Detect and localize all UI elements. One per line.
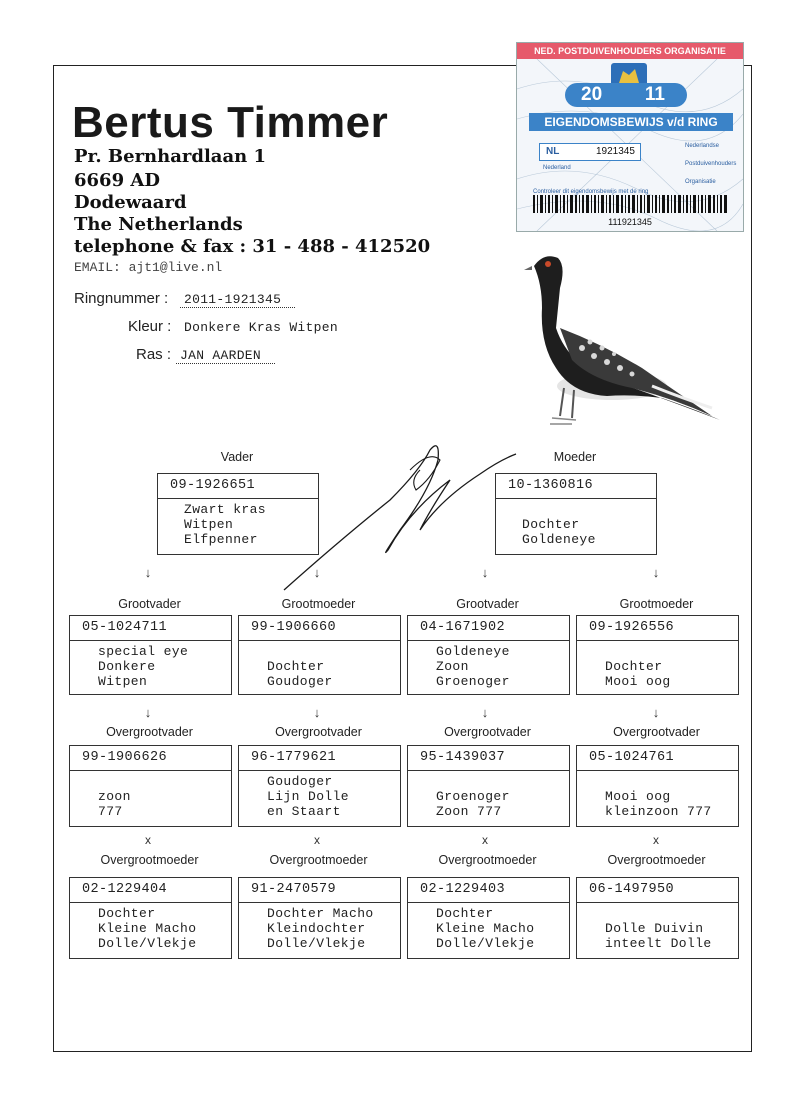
great-grandmother-ring: 02-1229403 <box>408 878 569 903</box>
mother-description: Dochter Goldeneye <box>522 517 596 547</box>
breed-label: Ras : <box>136 346 172 363</box>
great-grandmother-description: Dochter Kleine Macho Dolle/Vlekje <box>436 906 535 951</box>
arrow-down-icon: ↓ <box>481 705 489 720</box>
arrow-down-icon: ↓ <box>652 565 660 580</box>
great-grandfather-box <box>576 745 739 827</box>
father-box <box>157 473 319 555</box>
grandparent-label: Grootvader <box>456 597 519 611</box>
grandparent-description: Dochter Mooi oog <box>605 659 671 689</box>
mother-ring: 10-1360816 <box>496 474 656 499</box>
grandparent-ring: 05-1024711 <box>70 616 231 641</box>
color-label: Kleur : <box>128 318 172 335</box>
cross-marker: x <box>314 833 320 847</box>
great-grandfather-ring: 96-1779621 <box>239 746 400 771</box>
great-grandmother-label: Overgrootmoeder <box>100 853 199 867</box>
grandparent-description: special eye Donkere Witpen <box>98 644 189 689</box>
address-street: Pr. Bernhardlaan 1 <box>74 146 266 167</box>
great-grandmother-ring: 02-1229404 <box>70 878 231 903</box>
grandparent-label: Grootmoeder <box>619 597 694 611</box>
breed-value: JAN AARDEN <box>176 348 275 364</box>
great-grandmother-description: Dochter Macho Kleindochter Dolle/Vlekje <box>267 906 374 951</box>
great-grandmother-label: Overgrootmoeder <box>269 853 368 867</box>
arrow-down-icon: ↓ <box>313 565 321 580</box>
sticker-year-left: 20 <box>581 84 603 105</box>
ring-number-label: Ringnummer : <box>74 290 169 307</box>
arrow-down-icon: ↓ <box>144 705 152 720</box>
address-postcode: 6669 AD <box>74 170 160 191</box>
great-grandmother-box <box>238 877 401 959</box>
great-grandmother-box <box>407 877 570 959</box>
ownership-certificate-sticker <box>516 42 744 232</box>
grandparent-ring: 04-1671902 <box>408 616 569 641</box>
cross-marker: x <box>653 833 659 847</box>
sticker-number: 1921345 <box>596 146 635 157</box>
mother-box <box>495 473 657 555</box>
email-address: EMAIL: ajt1@live.nl <box>74 260 223 275</box>
sticker-code: 111921345 <box>608 217 652 227</box>
address-country: The Netherlands <box>74 214 243 235</box>
grandparent-label: Grootmoeder <box>281 597 356 611</box>
great-grandfather-ring: 99-1906626 <box>70 746 231 771</box>
arrow-down-icon: ↓ <box>144 565 152 580</box>
arrow-down-icon: ↓ <box>481 565 489 580</box>
grandparent-box <box>69 615 232 695</box>
great-grandfather-description: zoon 777 <box>98 789 131 819</box>
great-grandmother-description: Dolle Duivin inteelt Dolle <box>605 921 712 951</box>
great-grandfather-label: Overgrootvader <box>275 725 362 739</box>
great-grandfather-label: Overgrootvader <box>106 725 193 739</box>
father-description: Zwart kras Witpen Elfpenner <box>184 502 267 547</box>
grandparent-label: Grootvader <box>118 597 181 611</box>
color-value: Donkere Kras Witpen <box>184 320 338 335</box>
mother-label: Moeder <box>553 450 597 464</box>
grandparent-ring: 99-1906660 <box>239 616 400 641</box>
sticker-year <box>565 83 687 107</box>
father-label: Vader <box>220 450 254 464</box>
grandparent-description: Dochter Goudoger <box>267 659 333 689</box>
grandparent-ring: 09-1926556 <box>577 616 738 641</box>
great-grandfather-description: Goudoger Lijn Dolle en Staart <box>267 774 350 819</box>
ring-number-value: 2011-1921345 <box>180 292 295 308</box>
grandparent-box <box>238 615 401 695</box>
breeder-name: Bertus Timmer <box>72 98 389 147</box>
sticker-country: NL <box>546 146 560 157</box>
great-grandfather-box <box>238 745 401 827</box>
telephone-fax: telephone & fax : 31 - 488 - 412520 <box>74 236 431 257</box>
grandparent-box <box>407 615 570 695</box>
great-grandfather-box <box>407 745 570 827</box>
great-grandmother-box <box>576 877 739 959</box>
sticker-organisation: NED. POSTDUIVENHOUDERS ORGANISATIE <box>517 43 743 59</box>
great-grandmother-label: Overgrootmoeder <box>607 853 706 867</box>
sticker-title: EIGENDOMSBEWIJS v/d RING <box>529 113 733 131</box>
address-city: Dodewaard <box>74 192 187 213</box>
great-grandmother-description: Dochter Kleine Macho Dolle/Vlekje <box>98 906 197 951</box>
great-grandmother-box <box>69 877 232 959</box>
sticker-country-small: Nederland <box>543 165 571 171</box>
sticker-side-o: Organisatie <box>685 179 716 185</box>
great-grandmother-label: Overgrootmoeder <box>438 853 537 867</box>
grandparent-description: Goldeneye Zoon Groenoger <box>436 644 510 689</box>
pigeon-photo <box>512 248 732 443</box>
sticker-side-n: Nederlandse <box>685 143 720 149</box>
great-grandfather-label: Overgrootvader <box>444 725 531 739</box>
sticker-side-p: Postduivenhouders <box>685 161 737 167</box>
great-grandfather-description: Mooi oog kleinzoon 777 <box>605 789 712 819</box>
great-grandfather-ring: 05-1024761 <box>577 746 738 771</box>
grandparent-box <box>576 615 739 695</box>
father-ring: 09-1926651 <box>158 474 318 499</box>
great-grandfather-label: Overgrootvader <box>613 725 700 739</box>
sticker-footer-note: Controleer dit eigendomsbewijs met de ring <box>533 189 649 195</box>
sticker-ring-field <box>539 143 641 161</box>
cross-marker: x <box>145 833 151 847</box>
great-grandfather-box <box>69 745 232 827</box>
great-grandfather-ring: 95-1439037 <box>408 746 569 771</box>
sticker-year-right: 11 <box>644 84 665 105</box>
arrow-down-icon: ↓ <box>652 705 660 720</box>
great-grandfather-description: Groenoger Zoon 777 <box>436 789 510 819</box>
cross-marker: x <box>482 833 488 847</box>
great-grandmother-ring: 06-1497950 <box>577 878 738 903</box>
great-grandmother-ring: 91-2470579 <box>239 878 400 903</box>
arrow-down-icon: ↓ <box>313 705 321 720</box>
sticker-barcode <box>533 195 729 213</box>
